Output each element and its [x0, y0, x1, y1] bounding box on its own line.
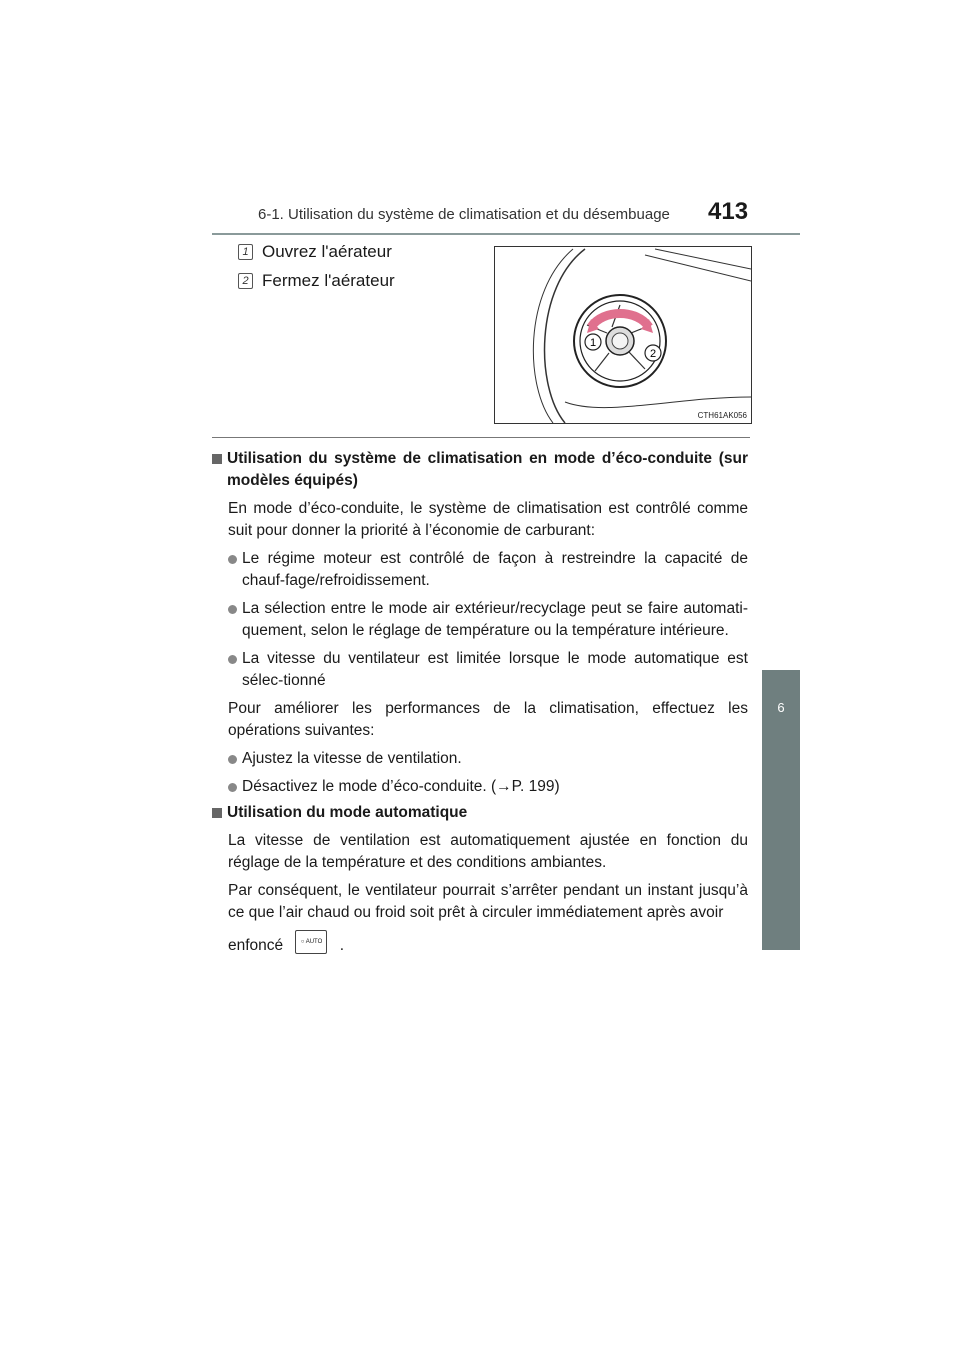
- section-heading-auto: Utilisation du mode automatique: [212, 802, 748, 824]
- list-item: La sélection entre le mode air extérieur/recyclage peut se faire automati-quement, selon le réglage de température ou la température intérieure.: [228, 598, 748, 642]
- list-item: Désactivez le mode d’éco-conduite. (→P. 199): [228, 776, 748, 798]
- section-divider: [212, 437, 750, 438]
- figure-code: CTH61AK056: [697, 411, 747, 420]
- paragraph: La vitesse de ventilation est automatiquement ajustée en fonction du réglage de la température et des conditions ambiantes.: [228, 832, 748, 871]
- step-text: Ouvrez l'aérateur: [262, 242, 392, 261]
- paragraph: Pour améliorer les performances de la climatisation, effectuez les opérations suivantes:: [228, 700, 748, 739]
- air-vent-drawing: [495, 247, 751, 423]
- step-number-badge: 2: [238, 273, 253, 289]
- paragraph-auto-button: enfoncé ○ AUTO .: [228, 934, 748, 958]
- step-text: Fermez l'aérateur: [262, 271, 395, 290]
- step-number-badge: 1: [238, 244, 253, 260]
- bullet-dot-icon: [228, 605, 237, 614]
- list-item: La vitesse du ventilateur est limitée lorsque le mode automatique est sélec-tionné: [228, 648, 748, 692]
- chapter-label: Équipements intérieurs: [770, 957, 785, 1090]
- bullet-dot-icon: [228, 555, 237, 564]
- bullet-dot-icon: [228, 655, 237, 664]
- list-item: Le régime moteur est contrôlé de façon à restreindre la capacité de chauf-fage/refroidissement.: [228, 548, 748, 592]
- page-number: 413: [708, 198, 749, 225]
- figure-callout-2: 2: [649, 348, 657, 360]
- auto-button-icon: ○ AUTO: [295, 930, 327, 954]
- square-bullet-icon: [212, 454, 222, 464]
- body-content: [212, 448, 748, 958]
- paragraph: En mode d’éco-conduite, le système de climatisation est contrôlé comme suit pour donner la priorité à l’économie de carburant:: [228, 500, 748, 539]
- chapter-title: 6-1. Utilisation du système de climatisation et du désembuage: [258, 206, 670, 223]
- square-bullet-icon: [212, 808, 222, 818]
- air-vent-illustration: [494, 246, 752, 424]
- auto-button-label: AUTO: [305, 939, 323, 945]
- section-heading-eco: Utilisation du système de climatisation en mode d’éco-conduite (sur modèles équipés): [212, 448, 748, 492]
- bullet-dot-icon: [228, 755, 237, 764]
- figure-callout-1: 1: [589, 337, 597, 349]
- bullet-dot-icon: [228, 783, 237, 792]
- step-2: [238, 271, 395, 291]
- step-1: [238, 242, 392, 262]
- header-rule: [212, 233, 800, 235]
- paragraph: Par conséquent, le ventilateur pourrait s’arrêter pendant un instant jusqu’à ce que l’air chaud ou froid soit prêt à circuler immédiatement après avoir: [228, 882, 748, 921]
- chapter-side-tab: [762, 670, 800, 1090]
- chapter-number: 6: [777, 700, 785, 715]
- list-item: Ajustez la vitesse de ventilation.: [228, 748, 748, 770]
